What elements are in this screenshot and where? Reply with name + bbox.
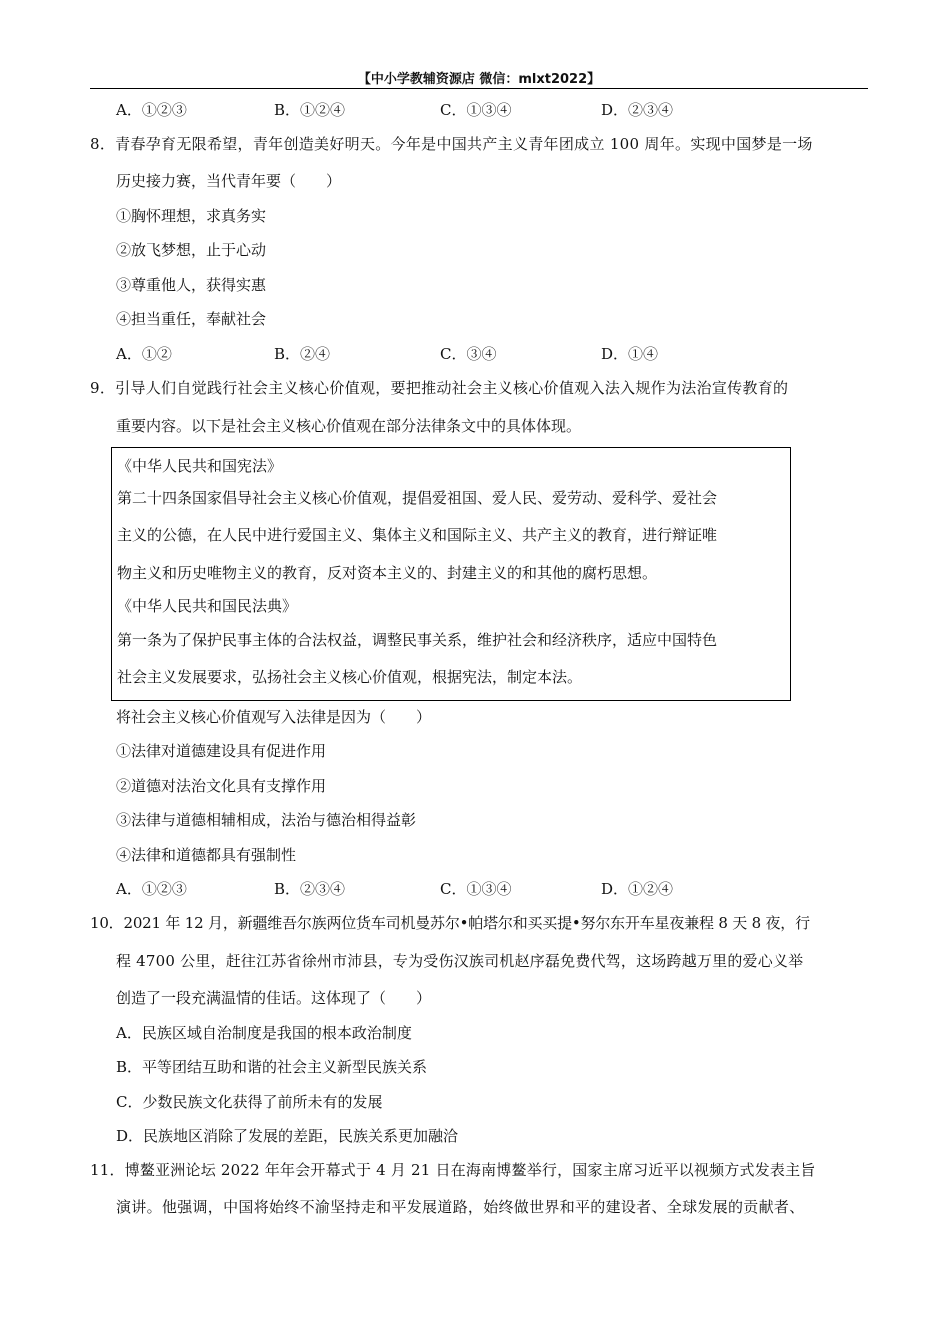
q8-option-a: A．①②: [116, 345, 172, 363]
constitution-title: 《中华人民共和国宪法》: [117, 457, 283, 475]
q7-option-d: D．②③④: [601, 101, 674, 119]
q10-stem-line3: 创造了一段充满温情的佳话。这体现了（ ）: [116, 989, 432, 1007]
q8-option-d: D．①④: [601, 345, 659, 363]
constitution-text-1: 第二十四条国家倡导社会主义核心价值观，提倡爱祖国、爱人民、爱劳动、爱科学、爱社会: [117, 489, 718, 507]
q10-option-a: A．民族区域自治制度是我国的根本政治制度: [116, 1024, 412, 1042]
q7-option-b: B．①②④: [274, 101, 346, 119]
q8-option-b: B．②④: [274, 345, 331, 363]
q10-stem-line1: 10．2021 年 12 月，新疆维吾尔族两位货车司机曼苏尔•帕塔尔和买买提•努尔东开车星夜兼程 8 天 8 夜，行: [90, 914, 810, 932]
civil-code-title: 《中华人民共和国民法典》: [117, 597, 298, 615]
civil-code-text-2: 社会主义发展要求，弘扬社会主义核心价值观，根据宪法，制定本法。: [117, 668, 583, 686]
q11-stem-line1: 11．博鳌亚洲论坛 2022 年年会开幕式于 4 月 21 日在海南博鳌举行，国家主席习近平以视频方式发表主旨: [90, 1161, 816, 1179]
civil-code-text-1: 第一条为了保护民事主体的合法权益，调整民事关系，维护社会和经济秩序，适应中国特色: [117, 631, 718, 649]
q8-stem-line2: 历史接力赛，当代青年要（ ）: [116, 172, 342, 190]
q10-stem-line2: 程 4700 公里，赶往江苏省徐州市沛县，专为受伤汉族司机赵序磊免费代驾，这场跨越万里的爱心义举: [116, 952, 804, 970]
q7-option-c: C．①③④: [440, 101, 512, 119]
q9-stem-line2: 重要内容。以下是社会主义核心价值观在部分法律条文中的具体体现。: [116, 417, 582, 435]
constitution-text-2: 主义的公德，在人民中进行爱国主义、集体主义和国际主义、共产主义的教育，进行辩证唯: [117, 526, 718, 544]
q9-item-4: ④法律和道德都具有强制性: [116, 846, 297, 864]
header-text: 【中小学教辅资源店 微信：mlxt2022】: [357, 72, 601, 87]
q9-item-3: ③法律与道德相辅相成，法治与德治相得益彰: [116, 811, 417, 829]
q8-item-3: ③尊重他人，获得实惠: [116, 276, 267, 294]
q9-option-d: D．①②④: [601, 880, 674, 898]
constitution-text-3: 物主义和历史唯物主义的教育，反对资本主义的、封建主义的和其他的腐朽思想。: [117, 564, 658, 582]
q9-question: 将社会主义核心价值观写入法律是因为（ ）: [116, 708, 432, 726]
q8-item-1: ①胸怀理想，求真务实: [116, 207, 267, 225]
q8-stem-line1: 8．青春孕育无限希望，青年创造美好明天。今年是中国共产主义青年团成立 100 周年。实现中国梦是一场: [90, 135, 813, 153]
q9-item-1: ①法律对道德建设具有促进作用: [116, 742, 327, 760]
q9-option-b: B．②③④: [274, 880, 346, 898]
q11-stem-line2: 演讲。他强调，中国将始终不渝坚持走和平发展道路，始终做世界和平的建设者、全球发展的贡献者、: [116, 1198, 805, 1216]
q8-item-2: ②放飞梦想，止于心动: [116, 241, 267, 259]
q8-option-c: C．③④: [440, 345, 497, 363]
q10-option-d: D．民族地区消除了发展的差距，民族关系更加融洽: [116, 1127, 459, 1145]
law-excerpt-box: [111, 447, 791, 701]
q9-item-2: ②道德对法治文化具有支撑作用: [116, 777, 327, 795]
q9-option-a: A．①②③: [116, 880, 187, 898]
q10-option-b: B．平等团结互助和谐的社会主义新型民族关系: [116, 1058, 428, 1076]
q10-option-c: C．少数民族文化获得了前所未有的发展: [116, 1093, 383, 1111]
q7-option-a: A．①②③: [116, 101, 187, 119]
q9-stem-line1: 9．引导人们自觉践行社会主义核心价值观，要把推动社会主义核心价值观入法入规作为法治宣传教育的: [90, 379, 789, 397]
page-header: [90, 68, 868, 89]
q9-option-c: C．①③④: [440, 880, 512, 898]
q8-item-4: ④担当重任，奉献社会: [116, 310, 267, 328]
